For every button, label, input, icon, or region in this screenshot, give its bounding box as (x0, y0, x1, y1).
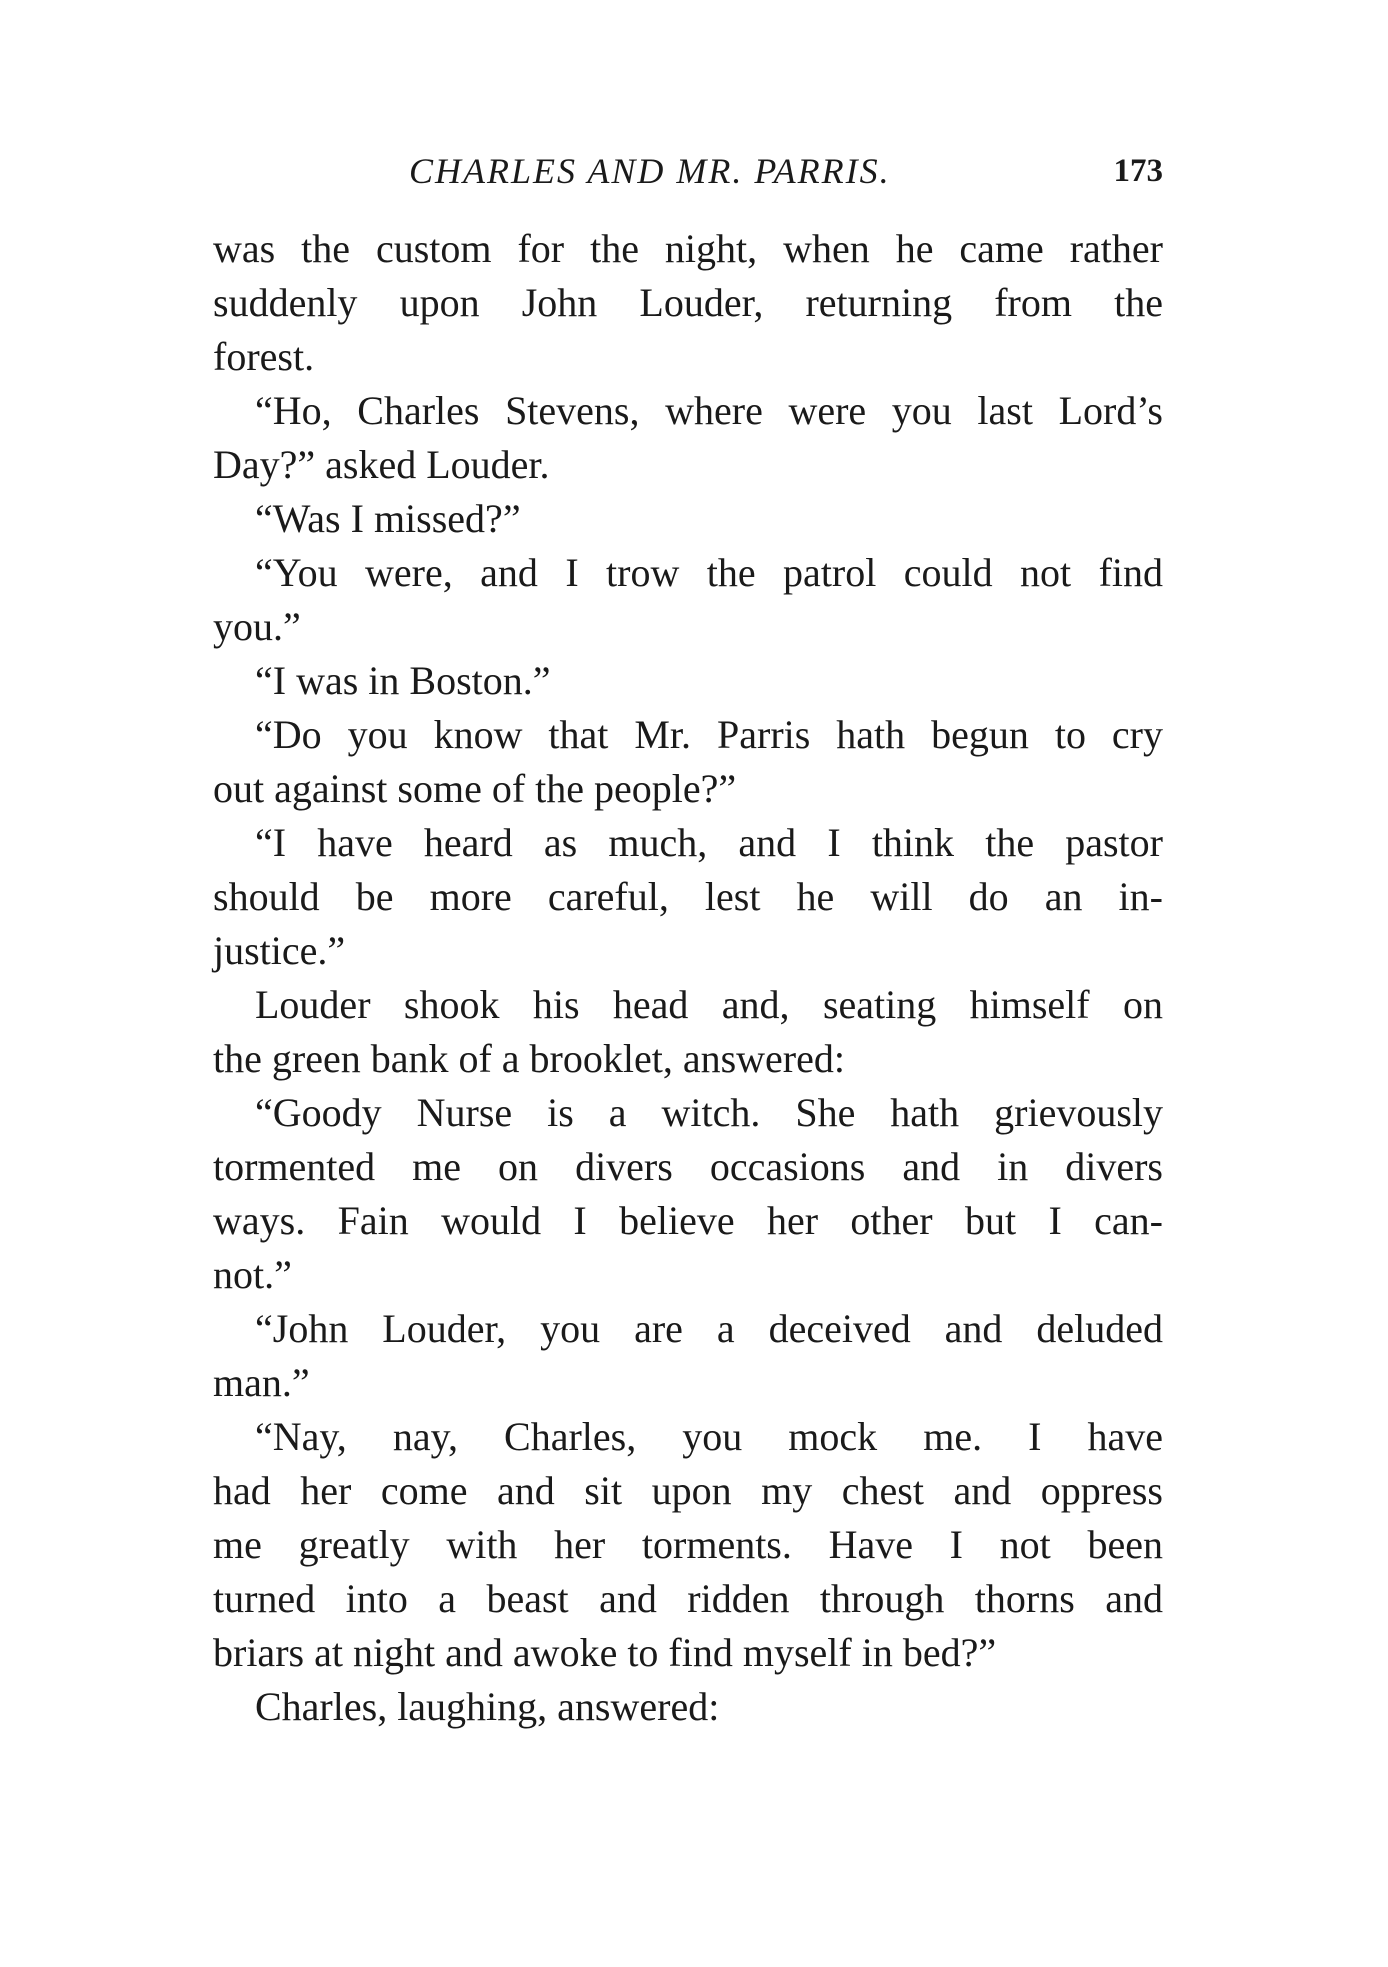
text-line: the green bank of a brooklet, answered: (213, 1036, 845, 1081)
text-line: justice.” (213, 928, 346, 973)
text-line: “Goody Nurse is a witch. She hath grievously (255, 1090, 1163, 1135)
text-line: “I was in Boston.” (255, 658, 551, 703)
text-line: Day?” asked Louder. (213, 442, 550, 487)
running-head: CHARLES AND MR. PARRIS. (409, 151, 891, 191)
page-header (213, 146, 1163, 196)
text-line: “Ho, Charles Stevens, where were you last Lord’s (255, 388, 1163, 433)
text-line: suddenly upon John Louder, returning from the (213, 280, 1163, 325)
text-line: “You were, and I trow the patrol could not find (255, 550, 1163, 595)
text-line: “Do you know that Mr. Parris hath begun to cry (255, 712, 1163, 757)
text-line: man.” (213, 1360, 310, 1405)
text-line: had her come and sit upon my chest and oppress (213, 1468, 1163, 1513)
text-line: you.” (213, 604, 301, 649)
text-line: Louder shook his head and, seating himself on (255, 982, 1163, 1027)
text-line: “John Louder, you are a deceived and deluded (255, 1306, 1163, 1351)
text-line: not.” (213, 1252, 292, 1297)
text-line: ways. Fain would I believe her other but I can- (213, 1198, 1163, 1243)
text-line: tormented me on divers occasions and in divers (213, 1144, 1163, 1189)
body-text (213, 222, 1163, 1734)
text-line: “I have heard as much, and I think the pastor (255, 820, 1163, 865)
text-line: out against some of the people?” (213, 766, 737, 811)
text-line: “Was I missed?” (255, 496, 521, 541)
text-line: turned into a beast and ridden through thorns and (213, 1576, 1163, 1621)
text-line: should be more careful, lest he will do an in- (213, 874, 1163, 919)
text-line: Charles, laughing, answered: (255, 1684, 720, 1729)
text-line: briars at night and awoke to find myself in bed?” (213, 1630, 997, 1675)
text-line: me greatly with her torments. Have I not been (213, 1522, 1163, 1567)
text-line: forest. (213, 334, 315, 379)
page-number: 173 (1113, 153, 1163, 189)
text-line: was the custom for the night, when he came rather (213, 226, 1163, 271)
text-line: “Nay, nay, Charles, you mock me. I have (255, 1414, 1163, 1459)
